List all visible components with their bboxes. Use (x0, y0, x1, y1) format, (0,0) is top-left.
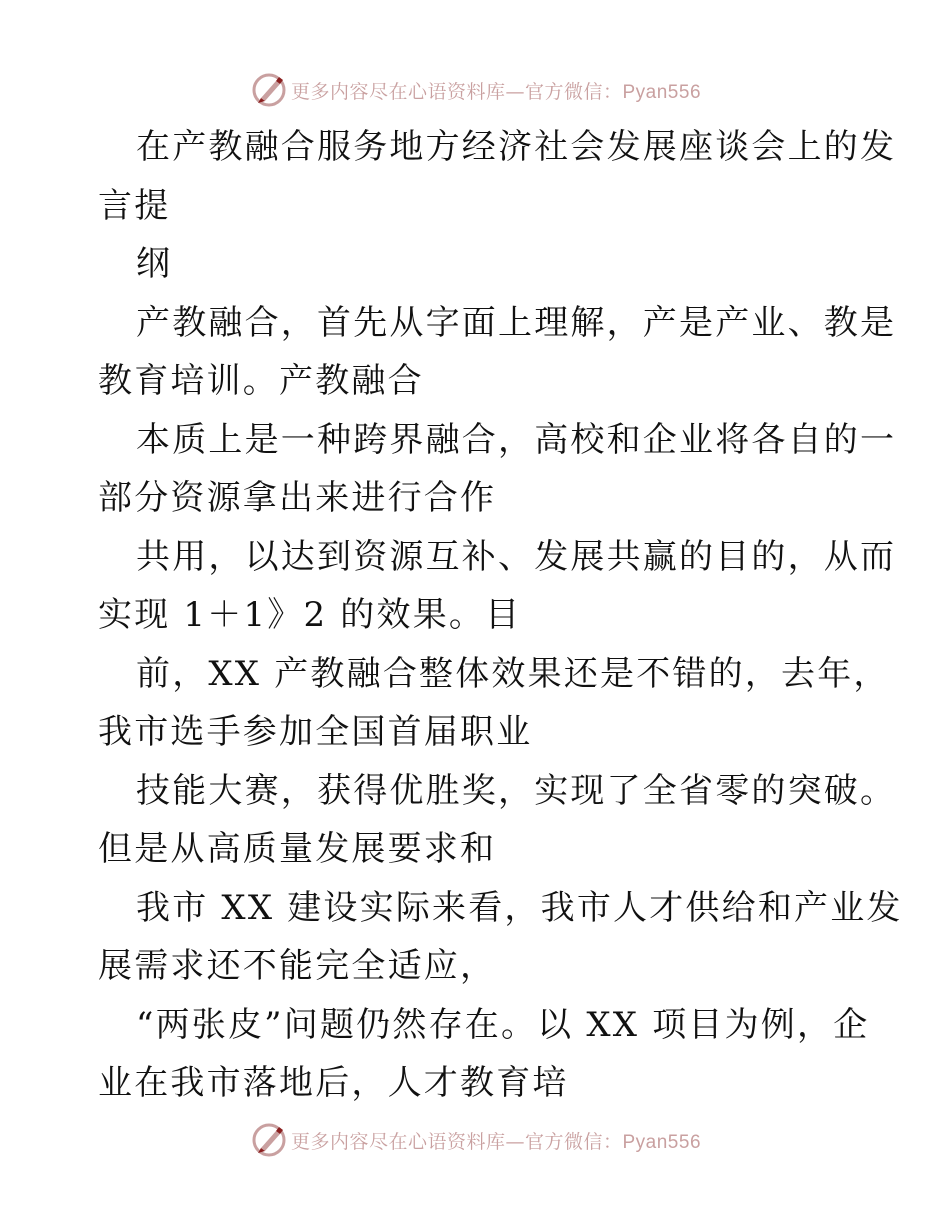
text-line: “两张皮”问题仍然存在。以 XX 项目为例，企 (136, 1004, 870, 1045)
text-line: 教育培训。产教融合 (98, 361, 424, 401)
watermark-id: Pyan556 (622, 1131, 702, 1153)
text-line: 本质上是一种跨界融合，高校和企业将各自的一 (136, 419, 897, 460)
pen-in-circle-icon (249, 1120, 289, 1160)
header-watermark (0, 68, 950, 112)
text-line: 我市 XX 建设实际来看，我市人才供给和产业发 (136, 887, 903, 928)
text-line: 产教融合，首先从字面上理解，产是产业、教是 (136, 302, 897, 343)
text-line: 展需求还不能完全适应， (98, 946, 497, 986)
text-line: 技能大赛，获得优胜奖，实现了全省零的突破。 (136, 770, 897, 811)
text-line: 纲 (136, 244, 173, 284)
footer-watermark (0, 1118, 950, 1162)
text-line: 在产教融合服务地方经济社会发展座谈会上的发 (136, 127, 897, 167)
text-line: 言提 (98, 185, 171, 226)
pen-in-circle-icon (249, 70, 289, 110)
text-line: 业在我市落地后，人才教育培 (98, 1063, 569, 1103)
watermark-text: 更多内容尽在心语资料库—官方微信： (290, 1130, 623, 1153)
watermark-id: Pyan556 (622, 81, 702, 103)
watermark-text: 更多内容尽在心语资料库—官方微信： (290, 80, 623, 103)
text-line: 但是从高质量发展要求和 (98, 829, 497, 869)
document-body (98, 118, 903, 1113)
text-line: 实现 1＋1》2 的效果。目 (98, 595, 522, 635)
text-line: 我市选手参加全国首届职业 (98, 712, 533, 752)
text-line: 共用，以达到资源互补、发展共赢的目的，从而 (136, 536, 897, 577)
text-line: 前，XX 产教融合整体效果还是不错的，去年， (136, 653, 890, 694)
text-line: 部分资源拿出来进行合作 (98, 478, 497, 518)
